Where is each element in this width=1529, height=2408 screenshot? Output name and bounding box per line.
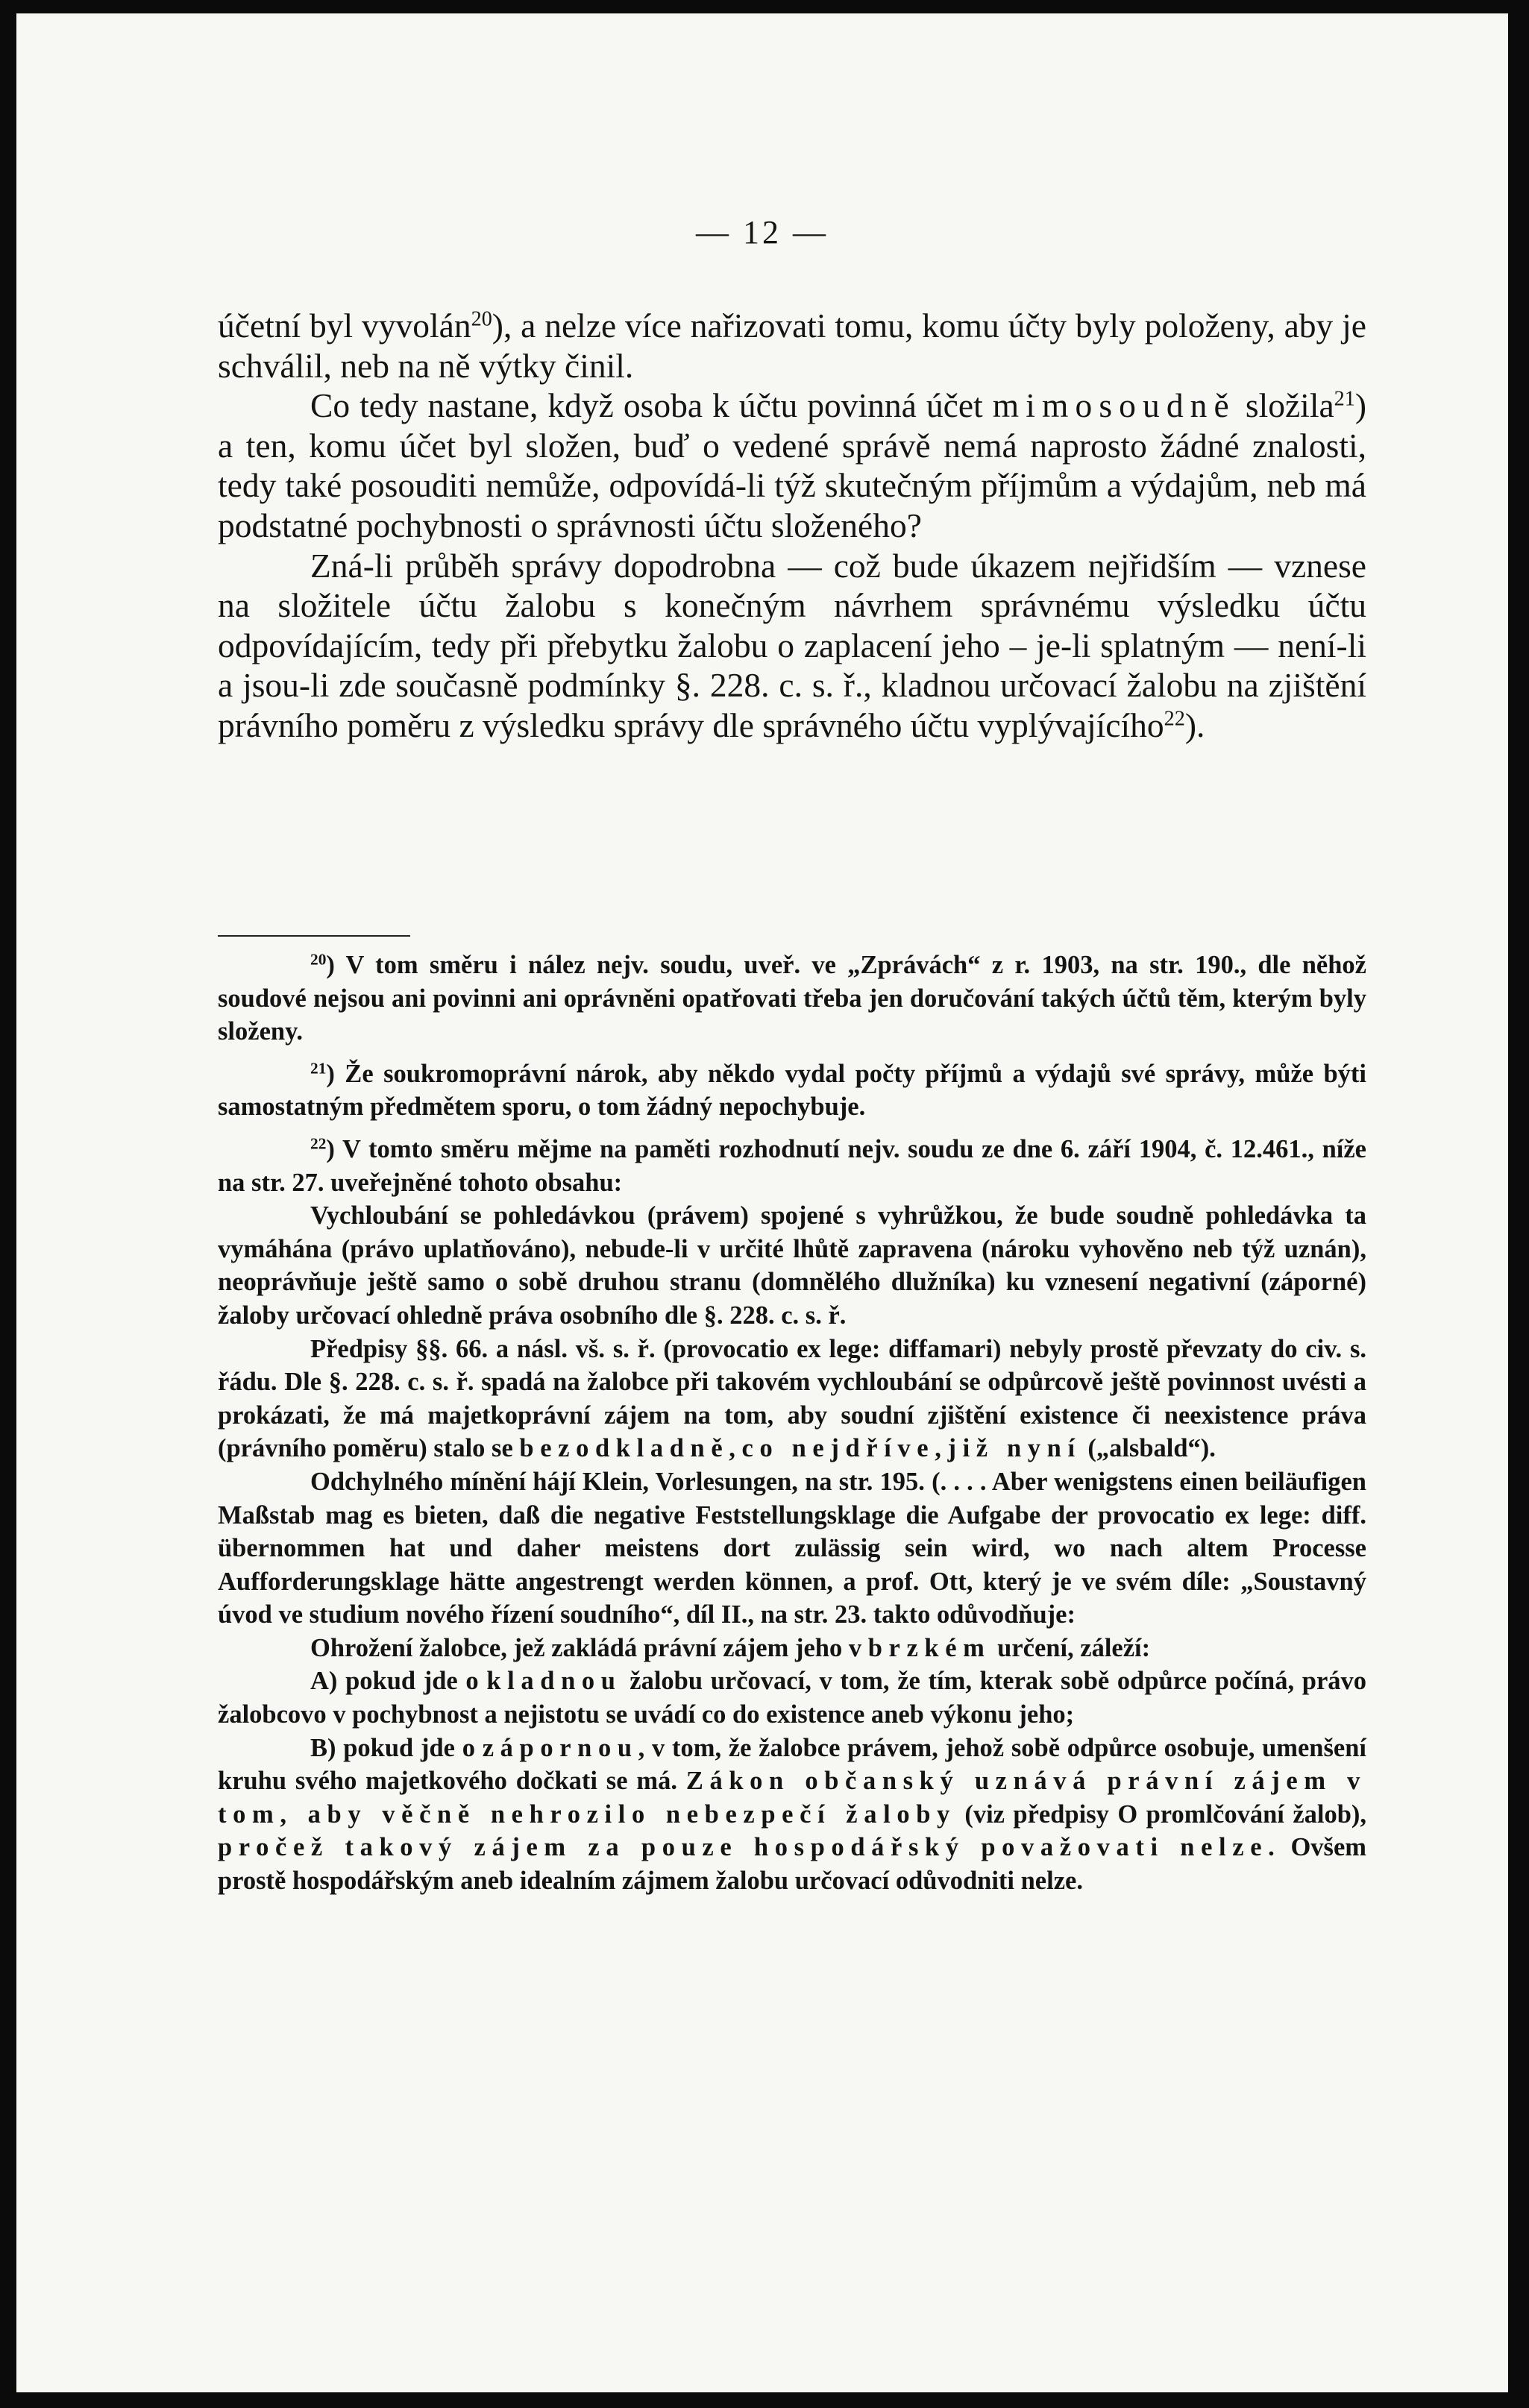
paragraph-2: Co tedy nastane, když osoba k účtu povinná účet mimosoudně složila$^{21}$) a ten, komu účet byl složen, buď o vedené správě nemá naprosto žádné znalosti, tedy také posouditi nemůže, odpovídá-li týž skutečným příjmům a výdajům, neb má podstatné pochybnosti o správnosti účtu složeného?	[218, 386, 1367, 544]
footnote-20: $^{20}$) V tom směru i nález nejv. soudu, uveř. ve „Zprávách“ z r. 1903, na str. 190., dle něhož soudové nejsou ani povinni ani oprávněni opatřovati třeba jen doručování takých účtů těm, kterým byly složeny.	[218, 950, 1366, 1046]
paragraph-3: Zná-li průběh správy dopodrobna — což bude úkazem nejřidším — vznese na složitele účtu žalobu s konečným návrhem správnému výsledku účtu odpovídajícím, tedy při přebytku žalobu o zaplacení jeho – je-li splatným — není-li a jsou-li zde současně podmínky §. 228. c. s. ř., kladnou určovací žalobu na zjištění právního poměru z výsledku správy dle správného účtu vyplývajícího$^{22}$).	[218, 546, 1366, 744]
footnote-22-odchylneho: Odchylného mínění hájí Klein, Vorlesungen, na str. 195. (. . . . Aber wenigstens einen beiläufigen Maßstab mag es bieten, daß die negative Feststellungsklage die Aufgabe der provocatio ex lege: diff. übernommen hat und daher meistens dort zulässig sein wird, wo nach altem Processe Aufforderungsklage hätte angestrengt werden können, a prof. Ott, který je ve svém díle: „Soustavný úvod ve studium nového řízení soudního“, díl II., na str. 23. takto odůvodňuje:	[218, 1467, 1366, 1629]
footnote-ref-20: 20	[471, 307, 492, 331]
footnote-22-item-a: A) pokud jde o kladnou žalobu určovací, v tom, že tím, kterak sobě odpůrce počíná, právo žalobcovo v pochybnost a nejistotu se uvádí co do existence aneb výkonu jeho;	[218, 1667, 1367, 1729]
footnote-22-ohrozeni: Ohrožení žalobce, jež zakládá právní zájem jeho v brzkém určení, záleží:	[310, 1633, 1151, 1662]
footnotes	[218, 949, 1366, 1898]
footnote-22-predpisy: Předpisy §§. 66. a násl. vš. s. ř. (provocatio ex lege: diffamari) nebyly prostě převzaty do civ. s. řádu. Dle §. 228. c. s. ř. spadá na žalobce při takovém vychloubání se odpůrcově ještě povinnost uvésti a prokázati, že má majetkoprávní zájem na tom, aby soudní zjištění existence či neexistence práva (právního poměru) stalo se bezodkladně, co nejdříve, již nyní („alsbald“).	[218, 1334, 1366, 1463]
book-page	[16, 13, 1508, 2392]
footnote-ref-22: 22	[1164, 707, 1185, 731]
paragraph-1: účetní byl vyvolán$^{20}$), a nelze více nařizovati tomu, komu účty byly položeny, aby je schválil, neb na ně výtky činil.	[218, 306, 1366, 385]
page-number: — 12 —	[696, 214, 829, 251]
footnote-separator	[218, 935, 410, 937]
footnote-22-quote: Vychloubání se pohledávkou (právem) spojené s vyhrůžkou, že bude soudně pohledávka ta vymáhána (právo uplatňováno), nebude-li v určité lhůtě zapravena (nároku vyhověno neb týž uznán), neoprávňuje ještě samo o sobě druhou stranu (domnělého dlužníka) ku vznesení negativní (záporné) žaloby určovací ohledně práva osobního dle §. 228. c. s. ř.	[218, 1201, 1366, 1330]
footnote-ref-21: 21	[1334, 387, 1355, 411]
footnote-22: $^{22}$) V tomto směru mějme na paměti rozhodnutí nejv. soudu ze dne 6. září 1904, č. 12.461., níže na str. 27. uveřejněné tohoto obsahu:	[218, 1134, 1366, 1197]
footnote-21: $^{21}$) Že soukromoprávní nárok, aby někdo vydal počty příjmů a výdajů své správy, může býti samostatným předmětem sporu, o tom žádný nepochybuje.	[218, 1059, 1366, 1122]
main-text	[218, 306, 1366, 746]
footnote-22-item-b: B) pokud jde o zápornou, v tom, že žalobce právem, jehož sobě odpůrce osobuje, umenšení kruhu svého majetkového dočkati se má. Zákon občanský uznává právní zájem v tom, aby věčně nehrozilo nebezpečí žaloby (viz předpisy O promlčování žalob), pročež takový zájem za pouze hospodářský považovati nelze. Ovšem prostě hospodářským aneb idealním zájmem žalobu určovací odůvodniti nelze.	[218, 1733, 1367, 1896]
